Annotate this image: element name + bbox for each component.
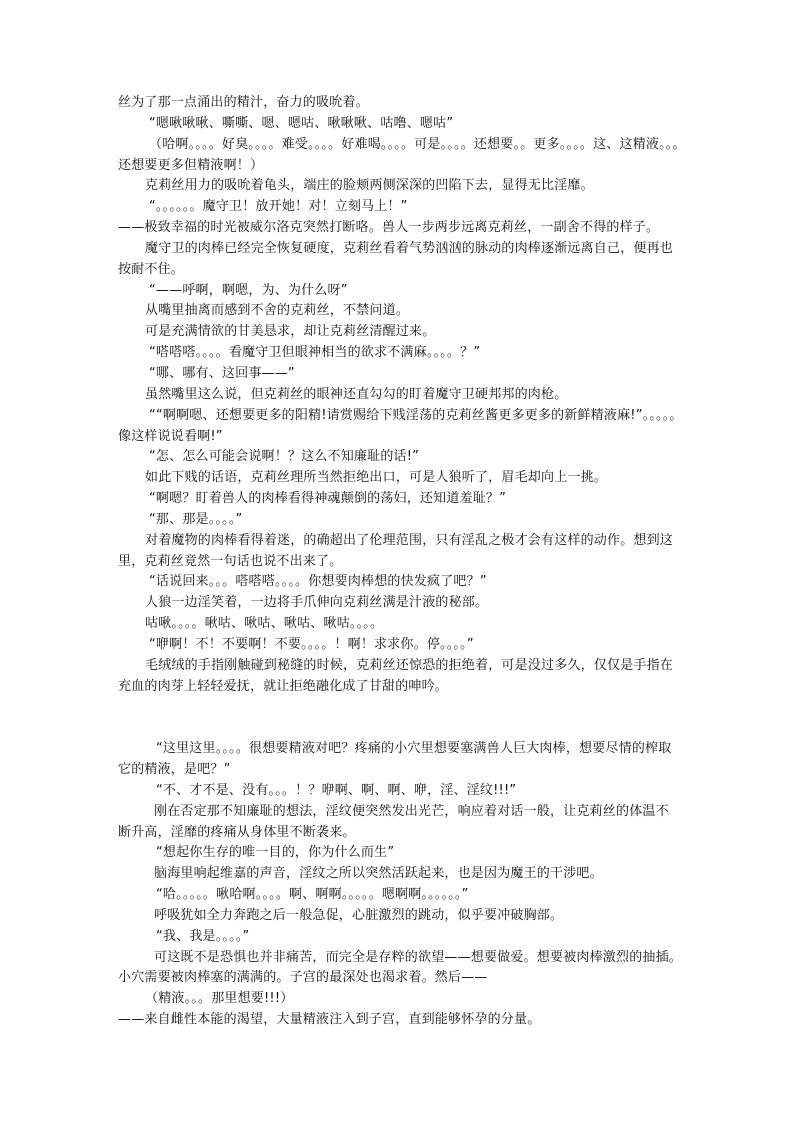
- text-line: 还想要更多但精液啊！）: [118, 157, 264, 173]
- blank-line: [118, 697, 688, 718]
- text-line: 魔守卫的肉棒已经完全恢复硬度，克莉丝看着气势汹汹的脉动的肉棒逐渐远离自己，便再也: [145, 240, 674, 256]
- text-line: 毛绒绒的手指刚触碰到秘缝的时候，克莉丝还惊恐的拒绝着，可是没过多久，仅仅是手指在: [145, 657, 674, 673]
- text-line: “我、我是。。。。”: [156, 928, 250, 944]
- text-line: （哈啊。。。。好臭。。。。难受。。。。好难喝。。。。可是。。。。还想要。。更多。。。。这、这精液。。。: [149, 136, 686, 152]
- text-line: 人狼一边淫笑着，一边将手爪伸向克莉丝满是汁液的秘部。: [145, 595, 489, 611]
- blank-line: [118, 718, 688, 739]
- text-line: ““啊啊嗯、还想要更多的阳精!请赏赐给下贱淫荡的克莉丝酱更多更多的新鲜精液麻!”。。。。。: [149, 407, 683, 423]
- text-line: 从嘴里抽离而感到不舍的克莉丝，不禁问道。: [145, 303, 410, 319]
- text-line: 充血的肉芽上轻轻爱抚，就让拒绝融化成了甘甜的呻吟。: [118, 678, 449, 694]
- text-line: 丝为了那一点涌出的精汁，奋力的吸吮着。: [118, 95, 369, 110]
- text-line: 呼吸犹如全力奔跑之后一般急促，心脏激烈的跳动，似乎要冲破胸部。: [154, 907, 564, 923]
- text-line: 对着魔物的肉棒看得着迷，的确超出了伦理范围，只有淫乱之极才会有这样的动作。想到这: [145, 532, 674, 548]
- text-line: 克莉丝用力的吸吮着龟头，端庄的脸颊两侧深深的凹陷下去，显得无比淫靡。: [145, 178, 594, 194]
- text-line: 断升高，淫靡的疼痛从身体里不断袭来。: [118, 824, 356, 840]
- text-line: 可这既不是恐惧也并非痛苦，而完全是存粹的欲望——想要做爱。想要被肉棒激烈的抽插。: [154, 949, 683, 965]
- text-line: 里，克莉丝竟然一句话也说不出来了。: [118, 553, 343, 569]
- text-line: ——来自雌性本能的渴望，大量精液注入到子宫，直到能够怀孕的分量。: [118, 1012, 541, 1028]
- text-line: 像这样说说看啊!”: [118, 428, 223, 444]
- text-line: 可是充满情欲的甘美恳求，却让克莉丝清醒过来。: [145, 324, 436, 340]
- text-line: ——极致幸福的时光被威尔洛克突然打断咯。兽人一步两步远离克莉丝，一副舍不得的样子。: [118, 220, 660, 236]
- text-line: 刚在否定那不知廉耻的想法，淫纹便突然发出光芒，响应着对话一般，让克莉丝的体温不: [154, 803, 669, 819]
- text-line: 咕啾。。。。啾咕、啾咕、啾咕、啾咕。。。。: [145, 616, 384, 632]
- text-line: 虽然嘴里这么说，但克莉丝的眼神还直勾勾的盯着魔守卫硬邦邦的肉枪。: [145, 386, 568, 402]
- text-line: “。。。。。。魔守卫！放开她！对！立刻马上！”: [149, 199, 408, 215]
- text-line: “嗒嗒嗒。。。。看魔守卫但眼神相当的欲求不满麻。。。。？”: [149, 345, 481, 361]
- text-line: “咿啊！不！不要啊！不要。。。。！啊！求求你。停。。。。”: [149, 636, 474, 652]
- text-line: “话说回来。。。嗒嗒嗒。。。。你想要肉棒想的快发疯了吧？”: [149, 574, 487, 590]
- text-line: （精液。。。那里想要!!!）: [145, 991, 294, 1007]
- document-page: [118, 93, 688, 1031]
- text-line: “不、才不是、没有。。。！？咿啊、啊、啊、咿，淫、淫纹!!!”: [156, 782, 517, 798]
- text-line: 如此下贱的话语，克莉丝理所当然拒绝出口，可是人狼听了，眉毛却向上一挑。: [145, 470, 608, 486]
- text-line: 脑海里响起维嘉的声音，淫纹之所以突然活跃起来，也是因为魔王的干涉吧。: [154, 866, 603, 882]
- text-line: 按耐不住。: [118, 261, 185, 277]
- text-line: “哪、哪有、这回事——”: [149, 365, 295, 381]
- text-line: “——呼啊，啊嗯，为、为什么呀”: [149, 282, 348, 298]
- text-line: 它的精液，是吧？”: [118, 762, 231, 777]
- text-line: “那、那是。。。。”: [149, 511, 243, 527]
- text-line: 小穴需要被肉棒塞的满满的。子宫的最深处也渴求着。然后——: [118, 970, 488, 986]
- text-line: “哈。。。。。啾哈啊。。。。啊、啊啊。。。。。嗯啊啊。。。。。。”: [156, 887, 469, 903]
- text-line: “这里这里。。。。很想要精液对吧？疼痛的小穴里想要塞满兽人巨大肉棒，想要尽情的榨取: [156, 741, 672, 757]
- text-line: “啊嗯？盯着兽人的肉棒看得神魂颠倒的荡妇，还知道羞耻？”: [149, 491, 507, 507]
- text-line: “怎、怎么可能会说啊！？这么不知廉耻的话!”: [149, 449, 420, 465]
- text-line: “想起你生存的唯一目的，你为什么而生”: [156, 845, 395, 861]
- text-line: “嗯啾啾啾、嘶嘶、嗯、嗯咕、啾啾啾、咕噜、嗯咕”: [149, 115, 454, 131]
